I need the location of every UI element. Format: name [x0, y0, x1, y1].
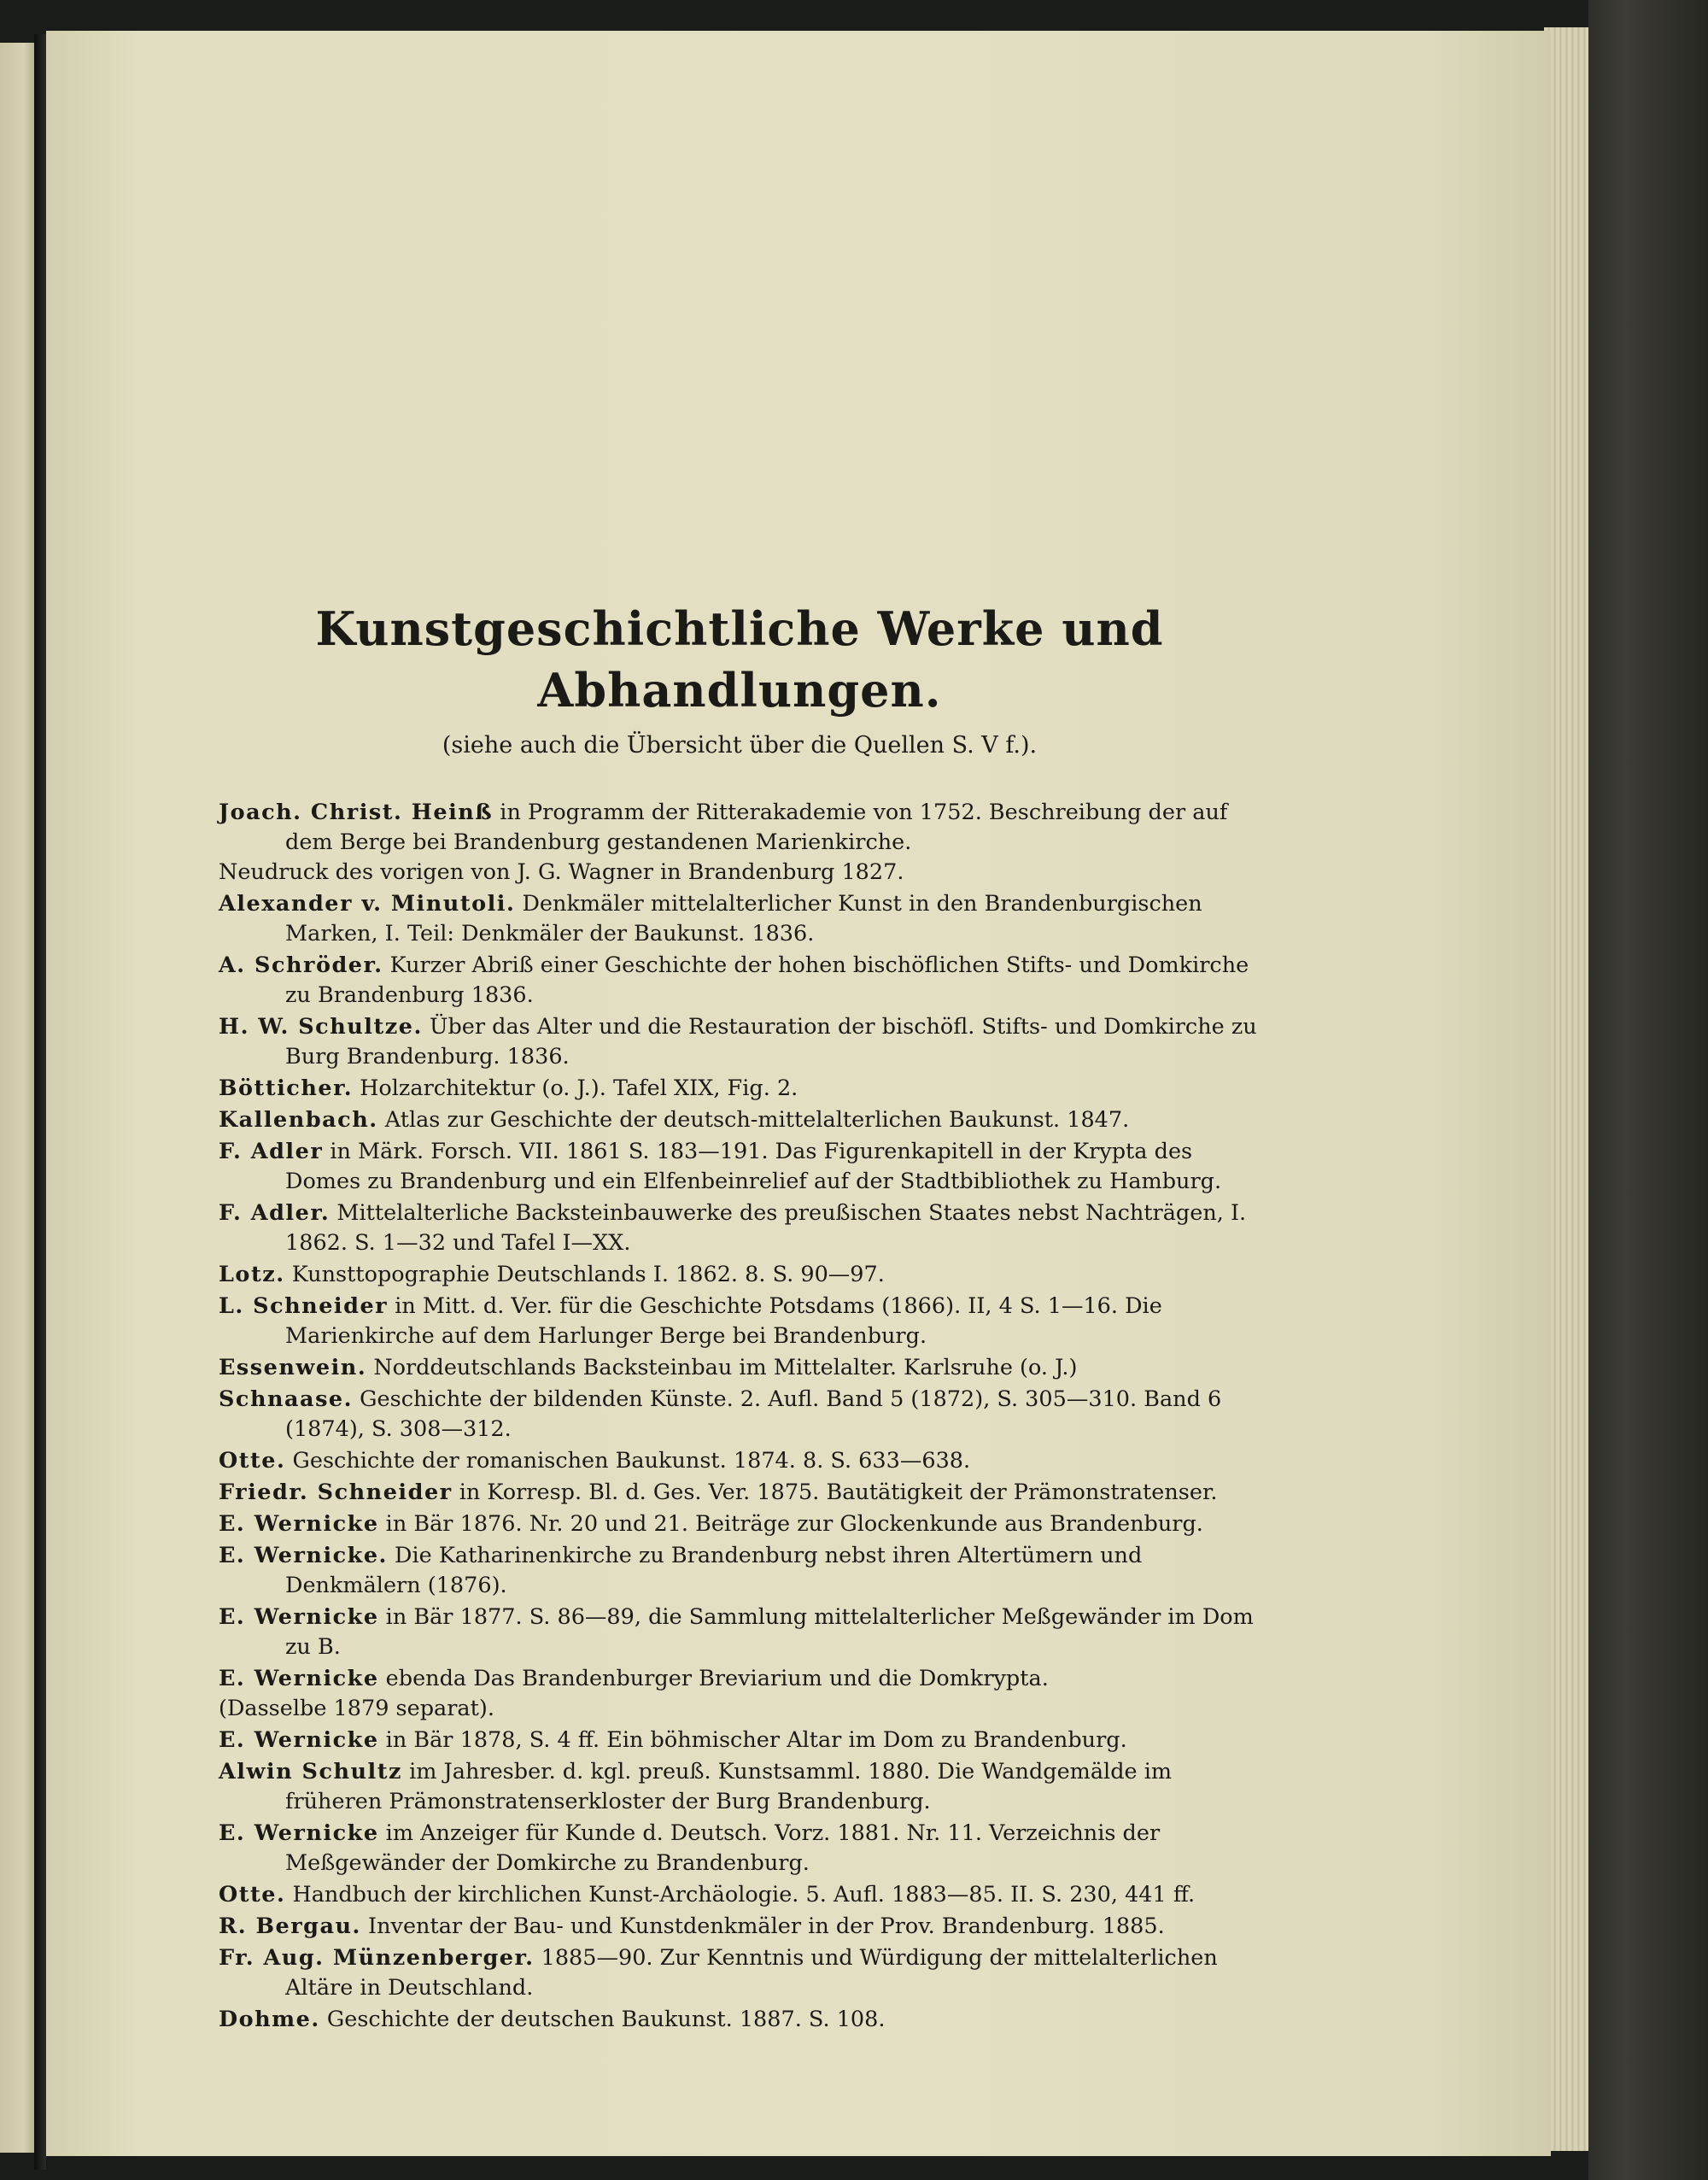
section-subtitle: (siehe auch die Übersicht über die Quellen S. V f.). [442, 732, 1038, 759]
entry-text: 1885—90. Zur Kenntnis und Würdigung der mittelalterlichen Altäre in Deutschland. [285, 1945, 1218, 2001]
entry-author: Kallenbach. [219, 1107, 378, 1133]
bibliography-entry [219, 1478, 1261, 1508]
entry-author: R. Bergau. [219, 1913, 361, 1939]
entry-text: in Korresp. Bl. d. Ges. Ver. 1875. Bautätigkeit der Prämonstratenser. [459, 1480, 1218, 1505]
entry-text: Holzarchitektur (o. J.). Tafel XIX, Fig. 2. [360, 1075, 798, 1101]
entry-author: E. Wernicke. [219, 1543, 388, 1568]
entry-author: L. Schneider [219, 1293, 389, 1319]
entry-note: Neudruck des vorigen von J. G. Wagner in Brandenburg 1827. [219, 859, 904, 885]
entry-author: Schnaase. [219, 1386, 354, 1412]
entry-text: Kurzer Abriß einer Geschichte der hohen bischöflichen Stifts- und Domkirche zu Brandenburg 1836. [285, 952, 1249, 1008]
entry-text: Atlas zur Geschichte der deutsch-mittelalterlichen Baukunst. 1847. [384, 1107, 1130, 1133]
entry-text: in Bär 1877. S. 86—89, die Sammlung mittelalterlicher Meßgewänder im Dom zu B. [285, 1604, 1254, 1660]
bibliography-entry [219, 1757, 1261, 1817]
entry-author: Alexander v. Minutoli. [219, 891, 516, 917]
bibliography-entry [219, 1198, 1261, 1258]
bibliography-entry [219, 1880, 1261, 1910]
entry-text: ebenda Das Brandenburger Breviarium und die Domkrypta. [385, 1666, 1049, 1691]
section-title: Kunstgeschichtliche Werke und Abhandlungen. [315, 601, 1164, 718]
entry-author: E. Wernicke [219, 1604, 379, 1630]
entry-text: in Mitt. d. Ver. für die Geschichte Potsdams (1866). II, 4 S. 1—16. Die Marienkirche auf dem Harlunger Berge bei Brandenburg. [285, 1293, 1162, 1349]
entry-text: Geschichte der bildenden Künste. 2. Aufl. Band 5 (1872), S. 305—310. Band 6 (1874), S. 308—312. [285, 1386, 1222, 1442]
bibliography-entry [219, 1943, 1261, 2003]
bibliography-entry [219, 1541, 1261, 1601]
entry-text: Die Katharinenkirche zu Brandenburg nebst ihren Altertümern und Denkmälern (1876). [285, 1543, 1143, 1598]
entry-text: Geschichte der romanischen Baukunst. 1874. 8. S. 633—638. [292, 1448, 971, 1474]
entry-text: Handbuch der kirchlichen Kunst-Archäologie. 5. Aufl. 1883—85. II. S. 230, 441 ff. [292, 1882, 1196, 1908]
bibliography-section [219, 598, 1261, 2036]
entry-text: Mittelalterliche Backsteinbauwerke des preußischen Staates nebst Nachträgen, I. 1862. S. 1—32 und Tafel I—XX. [285, 1200, 1247, 1256]
bibliography-entry [219, 1819, 1261, 1878]
bibliography-entry [219, 889, 1261, 949]
left-page-edge [0, 43, 34, 2153]
book-gutter [34, 34, 46, 2170]
entry-author: E. Wernicke [219, 1727, 379, 1753]
bibliography-entry [219, 1912, 1261, 1942]
entry-author: E. Wernicke [219, 1511, 379, 1537]
bibliography-entry [219, 1292, 1261, 1351]
bibliography-list [219, 798, 1261, 2035]
entry-text: in Bär 1876. Nr. 20 und 21. Beiträge zur Glockenkunde aus Brandenburg. [385, 1511, 1203, 1537]
entry-author: Friedr. Schneider [219, 1480, 453, 1505]
entry-text: Über das Alter und die Restauration der bischöfl. Stifts- und Domkirche zu Burg Brandenburg. 1836. [285, 1014, 1257, 1069]
entry-text: in Programm der Ritterakademie von 1752. Beschreibung der auf dem Berge bei Brandenburg gestandenen Marienkirche. [285, 800, 1228, 855]
book-cover [1588, 0, 1708, 2180]
bibliography-entry [219, 798, 1261, 888]
entry-author: F. Adler. [219, 1200, 330, 1226]
entry-text: Geschichte der deutschen Baukunst. 1887. S. 108. [326, 2007, 886, 2032]
entry-author: Bötticher. [219, 1075, 354, 1101]
entry-note: (Dasselbe 1879 separat). [219, 1696, 494, 1721]
bibliography-entry [219, 1446, 1261, 1476]
entry-text: Inventar der Bau- und Kunstdenkmäler in der Prov. Brandenburg. 1885. [368, 1913, 1165, 1939]
entry-text: Kunsttopographie Deutschlands I. 1862. 8. S. 90—97. [291, 1262, 885, 1287]
entry-author: Joach. Christ. Heinß [219, 800, 494, 825]
bibliography-entry [219, 951, 1261, 1011]
entry-author: E. Wernicke [219, 1820, 379, 1846]
bibliography-entry [219, 1603, 1261, 1662]
bibliography-entry [219, 1385, 1261, 1445]
bibliography-entry [219, 1137, 1261, 1197]
bibliography-entry [219, 2005, 1261, 2035]
entry-text: in Bär 1878, S. 4 ff. Ein böhmischer Altar im Dom zu Brandenburg. [385, 1727, 1127, 1753]
bibliography-entry [219, 1509, 1261, 1539]
entry-author: A. Schröder. [219, 952, 383, 978]
bibliography-entry [219, 1353, 1261, 1383]
entry-author: Fr. Aug. Münzenberger. [219, 1945, 535, 1971]
entry-author: Lotz. [219, 1262, 285, 1287]
entry-text: in Märk. Forsch. VII. 1861 S. 183—191. Das Figurenkapitell in der Krypta des Domes zu Brandenburg und ein Elfenbeinrelief auf der Stadtbibliothek zu Hamburg. [285, 1139, 1222, 1194]
bibliography-entry [219, 1012, 1261, 1072]
entry-text: im Anzeiger für Kunde d. Deutsch. Vorz. 1881. Nr. 11. Verzeichnis der Meßgewänder der Domkirche zu Brandenburg. [285, 1820, 1161, 1876]
entry-author: F. Adler [219, 1139, 324, 1164]
entry-author: Dohme. [219, 2007, 320, 2032]
entry-author: Alwin Schultz [219, 1759, 402, 1784]
entry-author: Essenwein. [219, 1355, 367, 1380]
entry-author: E. Wernicke [219, 1666, 379, 1691]
entry-author: H. W. Schultze. [219, 1014, 423, 1040]
entry-text: Norddeutschlands Backsteinbau im Mittelalter. Karlsruhe (o. J.) [373, 1355, 1078, 1380]
entry-author: Otte. [219, 1882, 286, 1908]
entry-text: im Jahresber. d. kgl. preuß. Kunstsamml. 1880. Die Wandgemälde im früheren Prämonstratenserkloster der Burg Brandenburg. [285, 1759, 1173, 1814]
bibliography-entry [219, 1260, 1261, 1290]
bibliography-entry [219, 1726, 1261, 1755]
bibliography-entry [219, 1664, 1261, 1724]
entry-text: Denkmäler mittelalterlicher Kunst in den Brandenburgischen Marken, I. Teil: Denkmäler der Baukunst. 1836. [285, 891, 1202, 946]
bibliography-entry [219, 1074, 1261, 1104]
bibliography-entry [219, 1105, 1261, 1135]
entry-author: Otte. [219, 1448, 286, 1474]
